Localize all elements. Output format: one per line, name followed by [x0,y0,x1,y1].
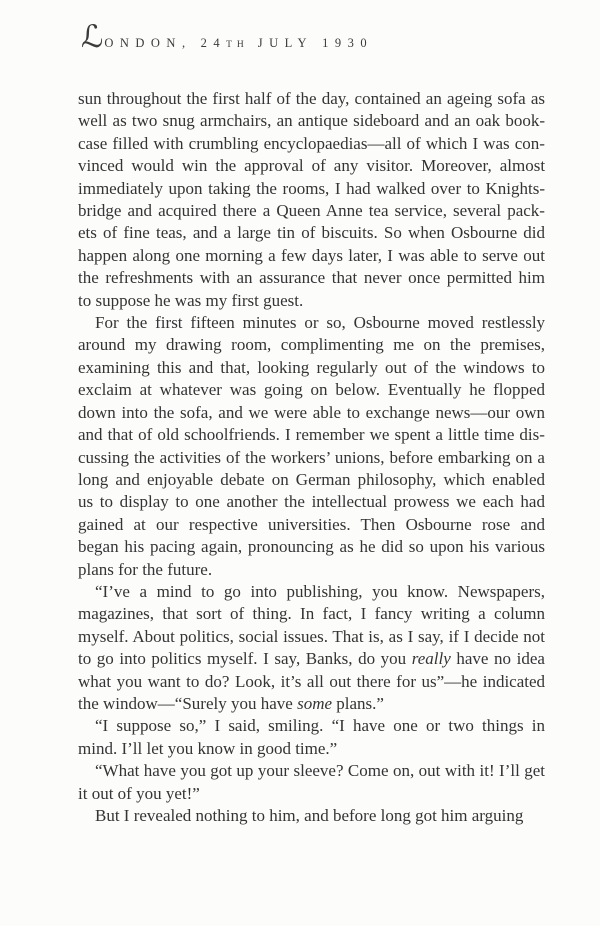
text-line [78,402,545,424]
text-segment: sun throughout the first half of the day, contained an ageing sofa as [78,89,546,108]
text-line [78,760,545,782]
text-line [78,379,545,401]
decorative-initial: ℒ [81,19,104,55]
text-segment: bridge and acquired there a Queen Anne tea service, several pack- [78,201,545,221]
text-line [78,469,545,491]
text-segment: plans for the future. [78,559,213,579]
text-line [78,738,545,760]
header-place: ONDON, [104,36,192,50]
text-line [78,783,545,805]
text-line [78,200,545,222]
text-line [78,603,545,625]
text-line [78,424,545,446]
text-line [78,715,545,737]
text-line [78,88,545,110]
text-line [78,559,545,581]
text-segment: long and enjoyable debate on German philosophy, which enabled [78,469,546,489]
text-segment: myself. About politics, social issues. That is, as I say, if I decide not [78,626,545,646]
text-line [78,178,545,200]
running-head [81,19,374,55]
text-segment: examining this and that, looking regularly out of the windows to [78,357,545,377]
header-date-month: JULY [257,36,314,50]
text-line [78,491,545,513]
page-body [78,88,545,827]
header-date-year: 1930 [322,36,374,50]
text-line [78,312,545,334]
text-segment: around my drawing room, complimenting me on the premises, [78,335,545,355]
text-line [78,581,545,603]
text-line [78,693,545,715]
text-segment: “What have you got up your sleeve? Come on, out with it! I’ll get [95,761,546,781]
text-line [78,245,545,267]
text-segment: gained at our respective universities. Then Osbourne rose and [78,514,545,534]
text-segment: cussing the activities of the workers’ unions, before embarking on a [78,447,545,467]
text-segment: But I revealed nothing to him, and before long got him arguing [95,806,524,825]
text-line [78,133,545,155]
text-segment: it out of you yet!” [78,783,200,803]
text-segment: case filled with crumbling encyclopaedias—all of which I was con- [78,133,545,153]
text-line [78,155,545,177]
text-segment: happen along one morning a few days later, I was able to serve out [78,245,545,265]
header-date-suffix: TH [226,40,249,50]
paragraph [78,88,545,312]
text-line [78,536,545,558]
text-line [78,671,545,693]
text-line [78,447,545,469]
emphasis-text: really [411,649,451,669]
text-line [78,222,545,244]
text-segment: and that of old schoolfriends. I remember we spent a little time dis- [78,425,545,445]
text-line [78,514,545,536]
text-line [78,290,545,312]
text-segment: the refreshments with an assurance that never once permitted him [78,268,545,288]
text-segment: the window—“Surely you have [78,693,298,713]
paragraph [78,312,545,581]
paragraph [78,715,545,760]
text-segment: immediately upon taking the rooms, I had walked over to Knights- [78,178,546,198]
text-line [78,267,545,289]
text-segment: us to display to one another the intellectual prowess we each had [78,492,545,512]
text-line [78,648,545,670]
text-segment: For the first fifteen minutes or so, Osbourne moved restlessly [95,313,546,333]
paragraph [78,805,545,827]
text-segment: exclaim at whatever was going on below. Eventually he flopped [78,380,546,400]
text-segment: well as two snug armchairs, an antique sideboard and an oak book- [78,111,546,131]
text-line [78,805,545,827]
text-segment: mind. I’ll let you know in good time.” [78,738,338,758]
text-segment: ets of fine teas, and a large tin of biscuits. So when Osbourne did [78,223,546,243]
paragraph [78,760,545,805]
text-segment: have no idea [450,649,545,669]
text-segment: down into the sofa, and we were able to exchange news—our own [78,402,546,422]
text-segment: to go into politics myself. I say, Banks, do you [78,649,412,669]
text-line [78,626,545,648]
text-line [78,110,545,132]
header-date-day: 24 [200,36,227,50]
text-segment: “I suppose so,” I said, smiling. “I have one or two things in [95,716,546,736]
text-segment: plans.” [332,693,384,713]
text-segment: what you want to do? Look, it’s all out there for us”—he indicated [78,671,546,691]
text-line [78,357,545,379]
emphasis-text: some [297,693,333,713]
text-segment: vinced would win the approval of any visitor. Moreover, almost [78,156,546,176]
text-line [78,334,545,356]
text-segment: began his pacing again, pronouncing as he did so upon his various [78,537,546,557]
text-segment: “I’ve a mind to go into publishing, you know. Newspapers, [95,581,545,601]
text-segment: to suppose he was my first guest. [78,290,304,310]
paragraph [78,581,545,715]
text-segment: magazines, that sort of thing. In fact, I fancy writing a column [78,604,546,624]
